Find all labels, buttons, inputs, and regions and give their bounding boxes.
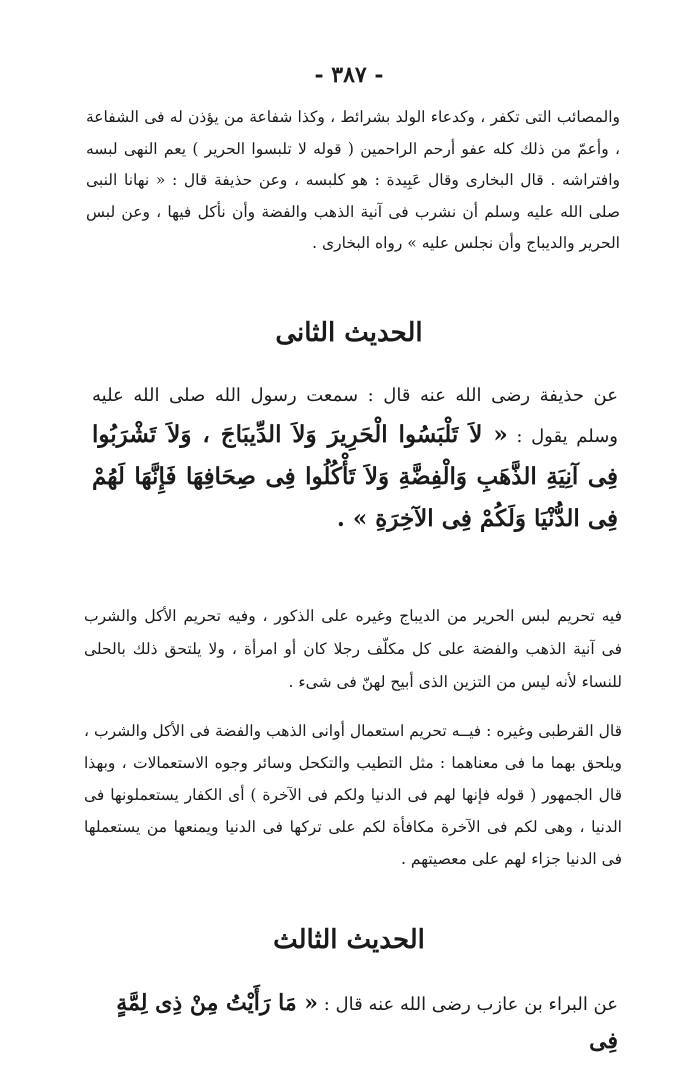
hadith-2-intro: عن حذيفة رضى الله عنه قال : سمعت رسول الله صلى الله عليه وسلم يقول :: [92, 385, 618, 447]
hadith-3-paragraph: [92, 985, 618, 1061]
commentary-paragraph-2: قال القرطبى وغيره : فيــه تحريم استعمال أوانى الذهب والفضة فى الأكل والشرب ، ويلحق بهما ما فى معناهما : مثل التطيب والتكحل وسائر وجوه الاستعمالات ، وبهذا قال الجمهور ( قوله فإنها لهم فى الدنيا ولكم فى الآخرة ) أى الكفار يستعملونها فى الدنيا ، وهى لكم فى الآخرة مكافأة لكم على تركها فى الدنيا ويمنعها من يستعملها فى الدنيا جزاء لهم على معصيتهم .: [84, 722, 622, 868]
intro-paragraph: والمصائب التى تكفر ، وكدعاء الولد بشرائط ، وكذا شفاعة من يؤذن له فى الشفاعة ، وأعمّ من ذلك كله عفو أرحم الراحمين ( قوله لا تلبسوا الحرير ) يعم النهى لبسه وافتراشه . قال البخارى وقال عَبِيدة : هو كلبسه ، وعن حذيفة قال : « نهانا النبى صلى الله عليه وسلم أن نشرب فى آنية الذهب والفضة وأن نأكل فيها ، وعن لبس الحرير والديباج وأن نجلس عليه » رواه البخارى .: [86, 108, 620, 252]
hadith-3-intro: عن البراء بن عازب رضى الله عنه قال :: [323, 994, 618, 1015]
hadith-3-text: « مَا رَأَيْتُ مِنْ ذِى لِمَّةٍ فِى: [116, 990, 618, 1054]
commentary-paragraph-1: فيه تحريم لبس الحرير من الديباج وغيره على الذكور ، وفيه تحريم الأكل والشرب فى آنية الذهب والفضة على كل مكلّف رجلا كان أو امرأة ، ولا يلتحق ذلك بالحلى للنساء لأنه ليس من التزين الذى أبيح لهنّ فى شىء .: [84, 607, 622, 691]
section-heading-third-hadith: الحديث الثالث: [273, 925, 425, 955]
hadith-2-text: « لاَ تَلْبَسُوا الْحَرِيرَ وَلاَ الدِّيبَاجَ ، وَلاَ تَشْرَبُوا فِى آنِيَةِ الذَّهَبِ وَالْفِضَّةِ وَلاَ تَأْكُلُوا فِى صِحَافِهَا فَإِنَّهَا لَهُمْ فِى الدُّنْيَا وَلَكُمْ فِى الآخِرَةِ » .: [92, 421, 618, 532]
page-number: - ٣٨٧ -: [314, 62, 384, 88]
section-heading-second-hadith: الحديث الثانى: [275, 318, 423, 348]
hadith-2-paragraph: [92, 378, 618, 540]
